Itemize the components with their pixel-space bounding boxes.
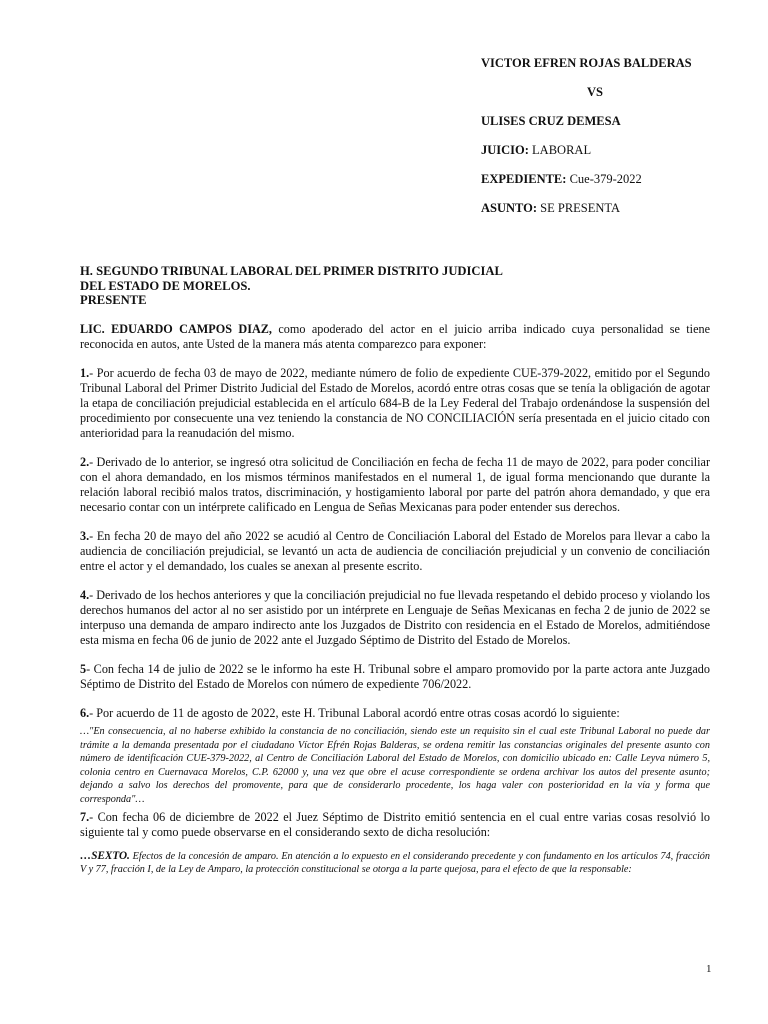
- intro-paragraph: [80, 322, 710, 352]
- paragraph-number: 5: [80, 662, 87, 676]
- paragraph-4: [80, 588, 710, 648]
- attorney-name: LIC. EDUARDO CAMPOS DIAZ,: [80, 322, 272, 336]
- quote-text: Efectos de la concesión de amparo. En atención a lo expuesto en el considerando precedente y con fundamento en los artículos 74, fracción V y 77, fracción I, de la Ley de Amparo, la protección constitucional se otorga a la parte quejosa, para el efecto de que la responsable:: [80, 850, 710, 876]
- paragraph-text: - Con fecha 06 de diciembre de 2022 el Juez Séptimo de Distrito emitió sentencia en el cual entre varias cosas resolvió lo siguiente tal y como puede observarse en el considerando sexto de dicha resolución:: [80, 809, 710, 839]
- paragraph-3: [80, 529, 710, 574]
- defendant-name: ULISES CRUZ DEMESA: [481, 114, 621, 128]
- paragraph-number: 6.: [80, 706, 90, 720]
- asunto-line: [481, 201, 741, 216]
- paragraph-7: [80, 810, 710, 840]
- addressee-block: [80, 264, 700, 308]
- page-number: 1: [706, 963, 712, 975]
- paragraph-text: - Con fecha 14 de julio de 2022 se le informo ha este H. Tribunal sobre el amparo promovido por la parte actora ante Juzgado Séptimo de Distrito del Estado de Morelos con número de expediente 706/2022.: [80, 662, 710, 691]
- case-header: [481, 56, 741, 216]
- paragraph-number: 7.: [80, 809, 90, 824]
- quote-lead: …SEXTO.: [80, 849, 130, 862]
- versus-label: VS: [587, 85, 603, 99]
- juicio-label: JUICIO:: [481, 143, 529, 157]
- plaintiff-name: VICTOR EFREN ROJAS BALDERAS: [481, 56, 692, 70]
- paragraph-1: [80, 366, 710, 441]
- paragraph-number: 4.: [80, 588, 90, 602]
- paragraph-number: 2.: [80, 455, 90, 469]
- paragraph-number: 1.: [80, 366, 90, 380]
- expediente-value: Cue-379-2022: [566, 172, 642, 186]
- paragraph-text: - Por acuerdo de fecha 03 de mayo de 2022, mediante número de folio de expediente CUE-379-2022, emitido por el Segundo Tribunal Laboral del Primer Distrito Judicial del Estado de Morelos, acordó entre otras cosas que se tenía la obligación de agotar la etapa de conciliación prejudicial establecida en el artículo 684-B de la Ley Federal del Trabajo ordenándose la suspensión del procedimiento por consecuente una vez teniendo la constancia de NO CONCILIACIÓN sería presentada en el juicio citado con anterioridad para la reanudación del mismo.: [80, 366, 710, 440]
- juicio-line: [481, 143, 741, 158]
- paragraph-text: - Derivado de lo anterior, se ingresó otra solicitud de Conciliación en fecha de fecha 11 de mayo de 2022, para poder conciliar con el ahora demandado, en los mismos términos manifestados en el numeral 1, de igual forma mencionando que durante la relación laboral recibió malos tratos, discriminación, y hostigamiento laboral por parte del patrón ahora demandado, y que era necesario contar con un intérprete calificado en Lengua de Señas Mexicanas para poder entender sus derechos.: [80, 455, 710, 514]
- asunto-label: ASUNTO:: [481, 201, 538, 215]
- document-body: [80, 322, 710, 880]
- intro-text: como apoderado del actor en el juicio arriba indicado cuya personalidad se tiene reconocida en autos, ante Usted de la manera más atenta comparezco para exponer:: [80, 322, 710, 351]
- quoted-resolution-2: [80, 850, 710, 877]
- juicio-value: LABORAL: [528, 143, 592, 157]
- paragraph-6: [80, 706, 710, 721]
- paragraph-2: [80, 455, 710, 515]
- quoted-resolution-1: …"En consecuencia, al no haberse exhibido la constancia de no conciliación, siendo este un requisito sin el cual este Tribunal Laboral no puede dar trámite a la demanda presentada por el ciudadano Víctor Efrén Rojas Balderas, se ordena remitir las constancias originales del presente asunto con número de identificación CUE-379-2022, al Centro de Conciliación Laboral del Estado de Morelos, con domicilio ubicado en: Calle Leyva número 5, colonia centro en Cuernavaca Morelos, C.P. 62000 y, una vez que obre el acuse correspondiente se ordena archivar los autos del presente asunto; dejando a salvo los derechos del promovente, para que de considerarlo procedente, los haga valer con posterioridad en la vía y forma que corresponda"…: [80, 726, 710, 805]
- expediente-label: EXPEDIENTE:: [481, 172, 567, 186]
- addressee-line-3: PRESENTE: [80, 293, 147, 308]
- asunto-value: SE PRESENTA: [537, 201, 621, 215]
- paragraph-text: - Por acuerdo de 11 de agosto de 2022, este H. Tribunal Laboral acordó entre otras cosas acordó lo siguiente:: [89, 706, 620, 720]
- paragraph-number: 3.: [80, 529, 90, 543]
- paragraph-5: [80, 662, 710, 692]
- paragraph-text: - En fecha 20 de mayo del año 2022 se acudió al Centro de Conciliación Laboral del Estado de Morelos para llevar a cabo la audiencia de conciliación prejudicial, se levantó un acta de audiencia de conciliación prejudicial y un convenio de conciliación entre el actor y el demandado, los cuales se anexan al presente escrito.: [80, 529, 710, 573]
- expediente-line: [481, 172, 741, 187]
- paragraph-text: - Derivado de los hechos anteriores y que la conciliación prejudicial no fue llevada respetando el debido proceso y violando los derechos humanos del actor al no ser asistido por un intérprete en Lenguaje de Señas Mexicanas en fecha 2 de junio de 2022 se interpuso una demanda de amparo indirecto ante los Juzgados de Distrito con residencia en el Estado de Morelos, admitiéndose esta misma en fecha 06 de junio de 2022 ante el Juzgado Séptimo de Distrito del Estado de Morelos.: [80, 588, 710, 647]
- addressee-line-2: DEL ESTADO DE MORELOS.: [80, 278, 251, 293]
- addressee-line-1: H. SEGUNDO TRIBUNAL LABORAL DEL PRIMER DISTRITO JUDICIAL: [80, 264, 503, 278]
